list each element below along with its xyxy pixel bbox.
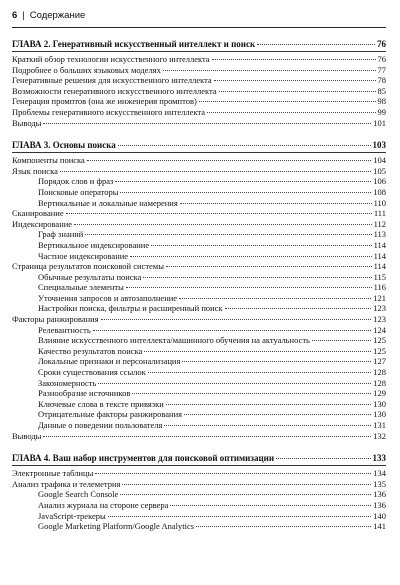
toc-entry-title: Выводы	[12, 430, 42, 441]
toc-subsection[interactable]	[12, 325, 386, 336]
toc-subsection[interactable]	[12, 409, 386, 420]
dot-leader	[144, 351, 371, 352]
toc-section[interactable]	[12, 75, 386, 86]
toc-entry-title: Порядок слов и фраз	[38, 176, 114, 187]
toc-entry-title: Анализ трафика и телеметрия	[12, 478, 121, 489]
toc-section[interactable]	[12, 219, 386, 230]
toc-page-number: 121	[373, 292, 386, 303]
toc-entry-title: Специальные элементы	[38, 282, 124, 293]
toc-entry-title: Влияние искусственного интеллекта/машинного обучения на актуальность	[38, 335, 310, 346]
toc-entry-title: Электронные таблицы	[12, 468, 94, 479]
dot-leader	[196, 526, 371, 527]
toc-subsection[interactable]	[12, 272, 386, 283]
toc-chapter	[12, 38, 386, 128]
header-rule	[12, 27, 386, 28]
toc-subsection[interactable]	[12, 198, 386, 209]
chapter-heading[interactable]	[12, 139, 386, 151]
toc-page-number: 128	[373, 367, 386, 378]
toc-subsection[interactable]	[12, 282, 386, 293]
toc-entry-title: Подробнее о больших языковых моделях	[12, 64, 161, 75]
header-separator: |	[22, 10, 25, 21]
toc-page-number: 141	[373, 521, 386, 532]
toc-subsection[interactable]	[12, 346, 386, 357]
chapter-heading[interactable]	[12, 452, 386, 464]
toc-subsection[interactable]	[12, 511, 386, 522]
toc-entry-title: Краткий обзор технологии искусственного интеллекта	[12, 54, 210, 64]
dot-leader	[43, 436, 371, 437]
dot-leader	[122, 484, 371, 485]
toc-section[interactable]	[12, 54, 386, 65]
toc-section[interactable]	[12, 96, 386, 107]
dot-leader	[214, 80, 376, 81]
dot-leader	[148, 372, 371, 373]
toc-page-number: 104	[373, 155, 386, 166]
toc-entry-title: Закономерность	[38, 377, 97, 388]
toc-page-number: 128	[373, 377, 386, 388]
toc-page-number: 132	[373, 430, 386, 441]
toc-subsection[interactable]	[12, 176, 386, 187]
dot-leader	[126, 287, 372, 288]
toc-page-number: 114	[373, 250, 386, 261]
dot-leader	[120, 192, 371, 193]
toc-entry-title: Вертикальные и локальные намерения	[38, 197, 178, 208]
toc-entry-title: Поисковые операторы	[38, 186, 119, 197]
toc-page-number: 105	[373, 165, 386, 176]
toc-page-number: 78	[377, 75, 386, 86]
toc-page-number: 131	[373, 420, 386, 430]
dot-leader	[199, 101, 376, 102]
toc-entry-title: Граф знаний	[38, 229, 84, 240]
toc-entry-title: Возможности генеративного искусственного интеллекта	[12, 85, 217, 96]
toc-entry-title: Факторы ранжирования	[12, 314, 99, 325]
toc-chapter	[12, 452, 386, 532]
toc-subsection[interactable]	[12, 293, 386, 304]
toc-page-number: 115	[373, 271, 386, 282]
toc-entry-title: ГЛАВА 3. Основы поиска	[12, 140, 116, 151]
dot-leader	[182, 361, 371, 362]
toc-entry-title: Частное индексирование	[38, 250, 129, 261]
toc-subsection[interactable]	[12, 388, 386, 399]
dot-leader	[66, 213, 372, 214]
toc-section[interactable]	[12, 155, 386, 166]
dot-leader	[87, 160, 371, 161]
toc-entry-title: Проблемы генеративного искусственного интеллекта	[12, 106, 206, 117]
toc-entry-title: Релевантность	[38, 324, 91, 335]
toc-chapter	[12, 139, 386, 441]
toc-entry-title: Google Marketing Platform/Google Analytics	[38, 521, 195, 532]
toc-entry-title: ГЛАВА 2. Генеративный искусственный интеллект и поиск	[12, 39, 256, 49]
toc-entry-title: Сканирование	[12, 208, 64, 219]
chapter-rule	[12, 465, 386, 466]
toc-page-number: 76	[377, 39, 386, 49]
toc-page-number: 77	[377, 64, 386, 75]
toc-section[interactable]	[12, 431, 386, 442]
toc-subsection[interactable]	[12, 367, 386, 378]
toc-page-number: 125	[373, 335, 386, 346]
dot-leader	[98, 383, 371, 384]
toc-page-number: 99	[377, 106, 386, 117]
toc-page-number: 130	[373, 398, 386, 409]
toc-page-number: 106	[373, 176, 386, 187]
toc-entry-title: Генерация промптов (она же инженерия промптов)	[12, 96, 197, 107]
toc-section[interactable]	[12, 479, 386, 490]
toc-section[interactable]	[12, 314, 386, 325]
dot-leader	[43, 123, 371, 124]
dot-leader	[151, 245, 371, 246]
dot-leader	[166, 404, 371, 405]
toc-entry-title: Google Search Console	[38, 489, 119, 500]
dot-leader	[225, 308, 372, 309]
toc-entry-title: Индексирование	[12, 218, 73, 229]
dot-leader	[312, 340, 371, 341]
dot-leader	[85, 234, 371, 235]
toc-page-number: 114	[373, 239, 386, 250]
toc-page-number: 130	[373, 409, 386, 420]
toc-subsection[interactable]	[12, 399, 386, 410]
toc-page-number: 101	[373, 117, 386, 128]
dot-leader	[132, 393, 371, 394]
toc-page-number: 136	[373, 499, 386, 510]
dot-leader	[118, 145, 371, 146]
dot-leader	[257, 44, 375, 45]
toc-entry-title: Генеративные решения для искусственного интеллекта	[12, 75, 212, 86]
toc-entry-title: Страница результатов поисковой системы	[12, 261, 164, 272]
dot-leader	[207, 112, 375, 113]
toc-entry-title: Данные о поведении пользователя	[38, 420, 163, 430]
toc-section[interactable]	[12, 65, 386, 76]
toc-subsection[interactable]	[12, 521, 386, 532]
dot-leader	[164, 425, 371, 426]
toc-page-number: 98	[377, 96, 386, 107]
dot-leader	[120, 494, 371, 495]
toc-page-number: 103	[372, 140, 386, 151]
toc-section[interactable]	[12, 118, 386, 129]
toc-page-number: 133	[372, 453, 386, 464]
dot-leader	[130, 256, 371, 257]
toc-section[interactable]	[12, 107, 386, 118]
toc-entry-title: ГЛАВА 4. Ваш набор инструментов для поисковой оптимизации	[12, 453, 275, 464]
toc-entry-title: Язык поиска	[12, 165, 58, 176]
dot-leader	[184, 414, 371, 415]
toc-chapters	[12, 38, 386, 532]
toc-page-number: 110	[373, 197, 386, 208]
toc-subsection[interactable]	[12, 229, 386, 240]
dot-leader	[212, 59, 376, 60]
toc-subsection[interactable]	[12, 240, 386, 251]
toc-subsection[interactable]	[12, 335, 386, 346]
toc-subsection[interactable]	[12, 187, 386, 198]
toc-subsection[interactable]	[12, 356, 386, 367]
section-title: Содержание	[29, 10, 86, 21]
dot-leader	[170, 505, 371, 506]
toc-entry-title: Анализ журнала на стороне сервера	[38, 499, 169, 510]
toc-entry-title: Отрицательные факторы ранжирования	[38, 409, 183, 420]
toc-entry-title: Обычные результаты поиска	[38, 271, 142, 282]
dot-leader	[93, 330, 372, 331]
toc-page-number: 129	[373, 388, 386, 399]
toc-subsection[interactable]	[12, 251, 386, 262]
dot-leader	[166, 266, 372, 267]
toc-section[interactable]	[12, 261, 386, 272]
toc-page-number: 140	[373, 510, 386, 521]
dot-leader	[74, 224, 371, 225]
toc-entry-title: Ключевые слова в тексте привязки	[38, 398, 164, 409]
toc-entry-title: Уточнения запросов и автозаполнение	[38, 292, 178, 303]
dot-leader	[163, 70, 376, 71]
toc-subsection[interactable]	[12, 303, 386, 314]
toc-section[interactable]	[12, 468, 386, 479]
toc-page-number: 124	[373, 324, 386, 335]
page-number: 6	[12, 10, 18, 21]
chapter-rule	[12, 152, 386, 153]
toc-section[interactable]	[12, 86, 386, 97]
toc-entry-title: Сроки существования ссылок	[38, 367, 146, 378]
toc-page-number: 113	[373, 229, 386, 240]
toc-entry-title: Разнообразие источников	[38, 388, 131, 399]
dot-leader	[60, 171, 371, 172]
toc-subsection[interactable]	[12, 378, 386, 389]
toc-entry-title: Настройки поиска, фильтры и расширенный поиск	[38, 303, 223, 314]
dot-leader	[115, 181, 371, 182]
toc-page-number: 76	[377, 54, 386, 64]
toc-subsection[interactable]	[12, 500, 386, 511]
running-head	[12, 9, 386, 23]
toc-page-number: 111	[373, 208, 386, 219]
toc-page-number: 112	[373, 218, 386, 229]
toc-section[interactable]	[12, 208, 386, 219]
dot-leader	[143, 277, 371, 278]
toc-page-number: 125	[373, 345, 386, 356]
dot-leader	[180, 203, 372, 204]
toc-page-number: 85	[377, 85, 386, 96]
toc-page-number: 116	[373, 282, 386, 293]
toc-entry-title: Локальные признаки и персонализация	[38, 356, 181, 367]
toc-entry-title: Качество результатов поиска	[38, 345, 143, 356]
toc-page-number: 127	[373, 356, 386, 367]
dot-leader	[219, 91, 376, 92]
toc-page-number: 134	[373, 468, 386, 479]
toc-entry-title: Выводы	[12, 117, 42, 128]
toc-subsection[interactable]	[12, 420, 386, 431]
chapter-rule	[12, 51, 386, 52]
toc-page-number: 136	[373, 489, 386, 500]
toc-page-number: 135	[373, 478, 386, 489]
toc-page-number: 123	[373, 314, 386, 325]
toc-entry-title: Компоненты поиска	[12, 155, 85, 166]
toc-page-number: 108	[373, 186, 386, 197]
toc-section[interactable]	[12, 166, 386, 177]
toc-subsection[interactable]	[12, 489, 386, 500]
chapter-heading[interactable]	[12, 38, 386, 50]
dot-leader	[108, 516, 372, 517]
dot-leader	[101, 319, 372, 320]
toc-entry-title: Вертикальное индексирование	[38, 239, 150, 250]
dot-leader	[179, 298, 371, 299]
dot-leader	[276, 458, 370, 459]
toc-page-number: 114	[373, 261, 386, 272]
dot-leader	[95, 473, 371, 474]
toc-page-number: 123	[373, 303, 386, 314]
toc-entry-title: JavaScript-трекеры	[38, 510, 106, 521]
